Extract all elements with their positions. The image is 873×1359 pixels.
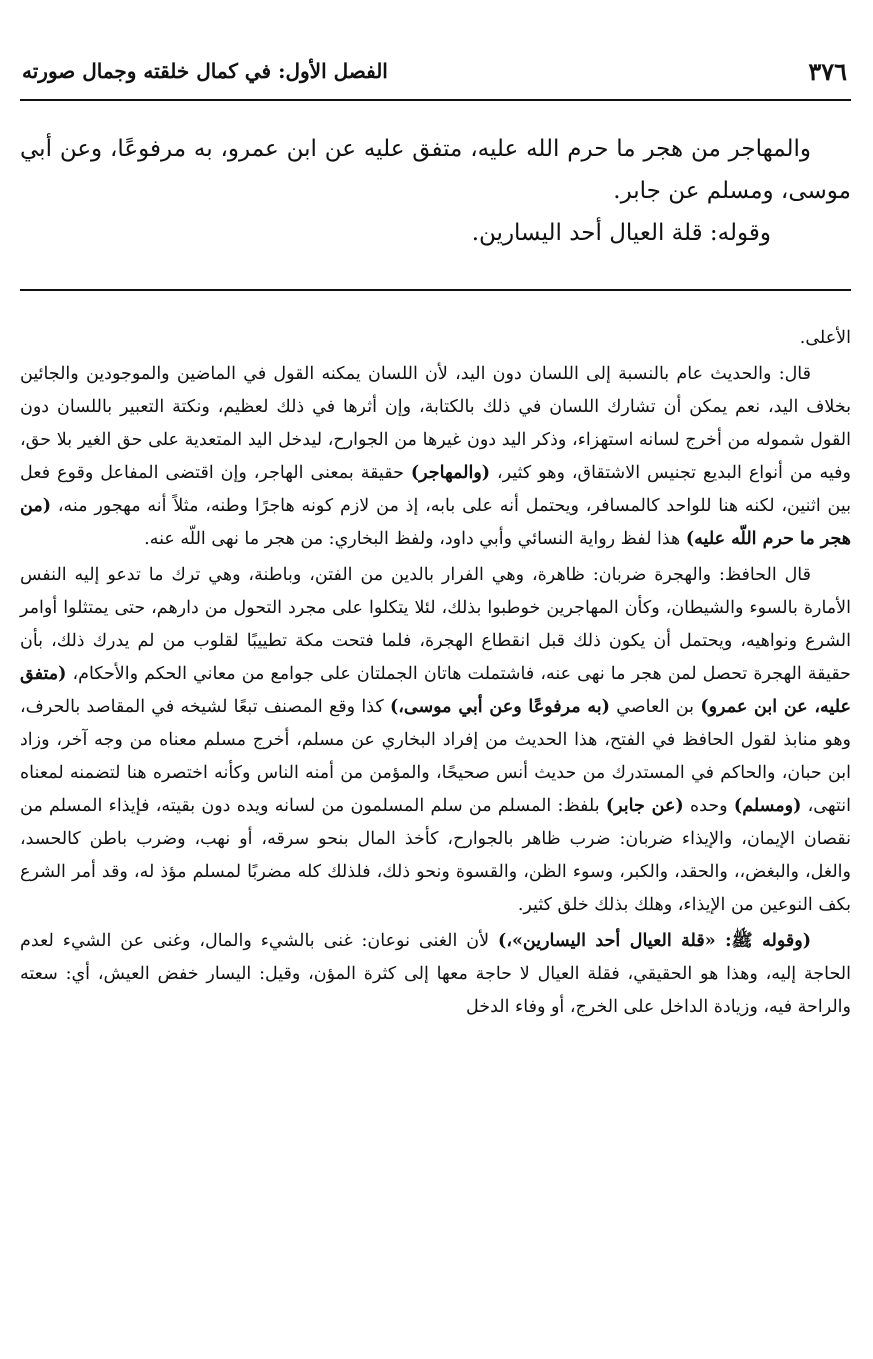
commentary-text: حقيقة بمعنى الهاجر، وإن اقتضى المفاعل وقوع فعل بين اثنين، لكنه هنا للواحد كالمسافر، ويحتمل أنه على بابه، إذ من لازم كونه هاجرًا وطنه، مثلاً أنه مهجور منه، [20,463,851,516]
commentary-text: وحده [690,796,728,816]
commentary [20,322,851,1027]
quoted-phrase: (وقوله ﷺ: «قلة العيال أحد اليسارين»،) [498,931,811,951]
commentary-text: قال: والحديث عام بالنسبة إلى اللسان دون اليد، لأن اللسان يمكنه القول في الماضين والموجودين والجائين بخلاف اليد، نعم يمكن أن تشارك اللسان في ذلك بالكتابة، وإن أثرها في ذلك لعظيم، ونكتة التعبير باللسان دون القول شموله من أخرج لسانه استهزاء، وذكر اليد دون غيرها من الجوارح، ليدخل اليد المتعدية على حق الغير بلا حق، وفيه من أنواع البديع تجنيس الاشتقاق، وهو كثير، [20,364,851,483]
main-text-paragraph: وقوله: قلة العيال أحد اليسارين. [471,220,771,246]
section-divider [20,289,851,291]
commentary-paragraph: الأعلى. [799,328,851,348]
chapter-title: الفصل الأول: في كمال خلقته وجمال صورته [22,59,388,83]
commentary-paragraph [20,559,851,922]
main-text-paragraph: والمهاجر من هجر ما حرم الله عليه، متفق عليه عن ابن عمرو، به مرفوعًا، وعن أبي موسى، ومسلم عن جابر. [20,136,851,204]
main-text [20,128,851,254]
commentary-text: كذا وقع المصنف تبعًا لشيخه في المقاصد بالحرف، وهو منابذ لقول الحافظ في الفتح، هذا الحديث من إفراد البخاري عن مسلم، أخرج مسلم معناه من وجه آخر، وزاد ابن حبان، والحاكم في المستدرك من حديث أنس صحيحًا، والمؤمن من أمنه الناس وكأنه اختصره هنا لتضمنه لمعناه انتهى، [20,697,851,816]
page-header [20,55,851,101]
quoted-phrase: (من هجر ما حرم اللّه عليه) [20,496,851,549]
commentary-text: بلفظ: المسلم من سلم المسلمون من لسانه ويده دون بقيته، فإيذاء المسلم من نقصان الإيمان، والإيذاء ضربان: ضرب ظاهر بالجوارح، كأخذ المال بنحو سرقه، أو نهب، وضرب باطن كالحسد، والغل، والبغض،، والحقد، والكبر، وسوء الظن، والقسوة ونحو ذلك، فلذلك كله مضربًا لمسلم مؤذ له، وقد أمر الشرع بكف النوعين من الإيذاء، وهلك بذلك خلق كثير. [20,796,851,915]
quoted-phrase: (والمهاجر) [410,463,491,483]
commentary-paragraph [20,358,851,556]
quoted-phrase: (متفق عليه، عن ابن عمرو) [20,664,851,717]
quoted-phrase: (به مرفوعًا وعن أبي موسى،) [389,697,610,717]
commentary-text: قال الحافظ: والهجرة ضربان: ظاهرة، وهي الفرار بالدين من الفتن، وباطنة، وهي ترك ما تدعو إليه النفس الأمارة بالسوء والشيطان، وكأن المهاجرين خوطبوا بذلك، لئلا يتكلوا على مجرد التحول من دارهم، حتى يمتثلوا أوامر الشرع ونواهيه، ويحتمل أن يكون ذلك قبل انقطاع الهجرة، فلما فتحت مكة تطييبًا لقلوب من لم يدرك ذلك، بأن حقيقة الهجرة تحصل لمن هجر ما نهى عنه، فاشتملت هاتان الجملتان على جوامع من معاني الحكم والأحكام، [20,565,851,684]
commentary-text: لأن الغنى نوعان: غنى بالشيء والمال، وغنى عن الشيء لعدم الحاجة إليه، وهذا هو الحقيقي، فقلة العيال لا حاجة معها إلى كثرة المؤن، وقيل: اليسار خفض العيش، أي: سعته والراحة فيه، وزيادة الداخل على الخرج، أو وفاء الدخل [20,931,851,1017]
quoted-phrase: (ومسلم) [733,796,802,816]
commentary-text: هذا لفظ رواية النسائي وأبي داود، ولفظ البخاري: من هجر ما نهى اللّه عنه. [144,529,681,549]
commentary-text: بن العاصي [616,697,695,717]
commentary-paragraph [20,925,851,1024]
page-number: ٣٧٦ [808,57,847,86]
quoted-phrase: (عن جابر) [605,796,684,816]
